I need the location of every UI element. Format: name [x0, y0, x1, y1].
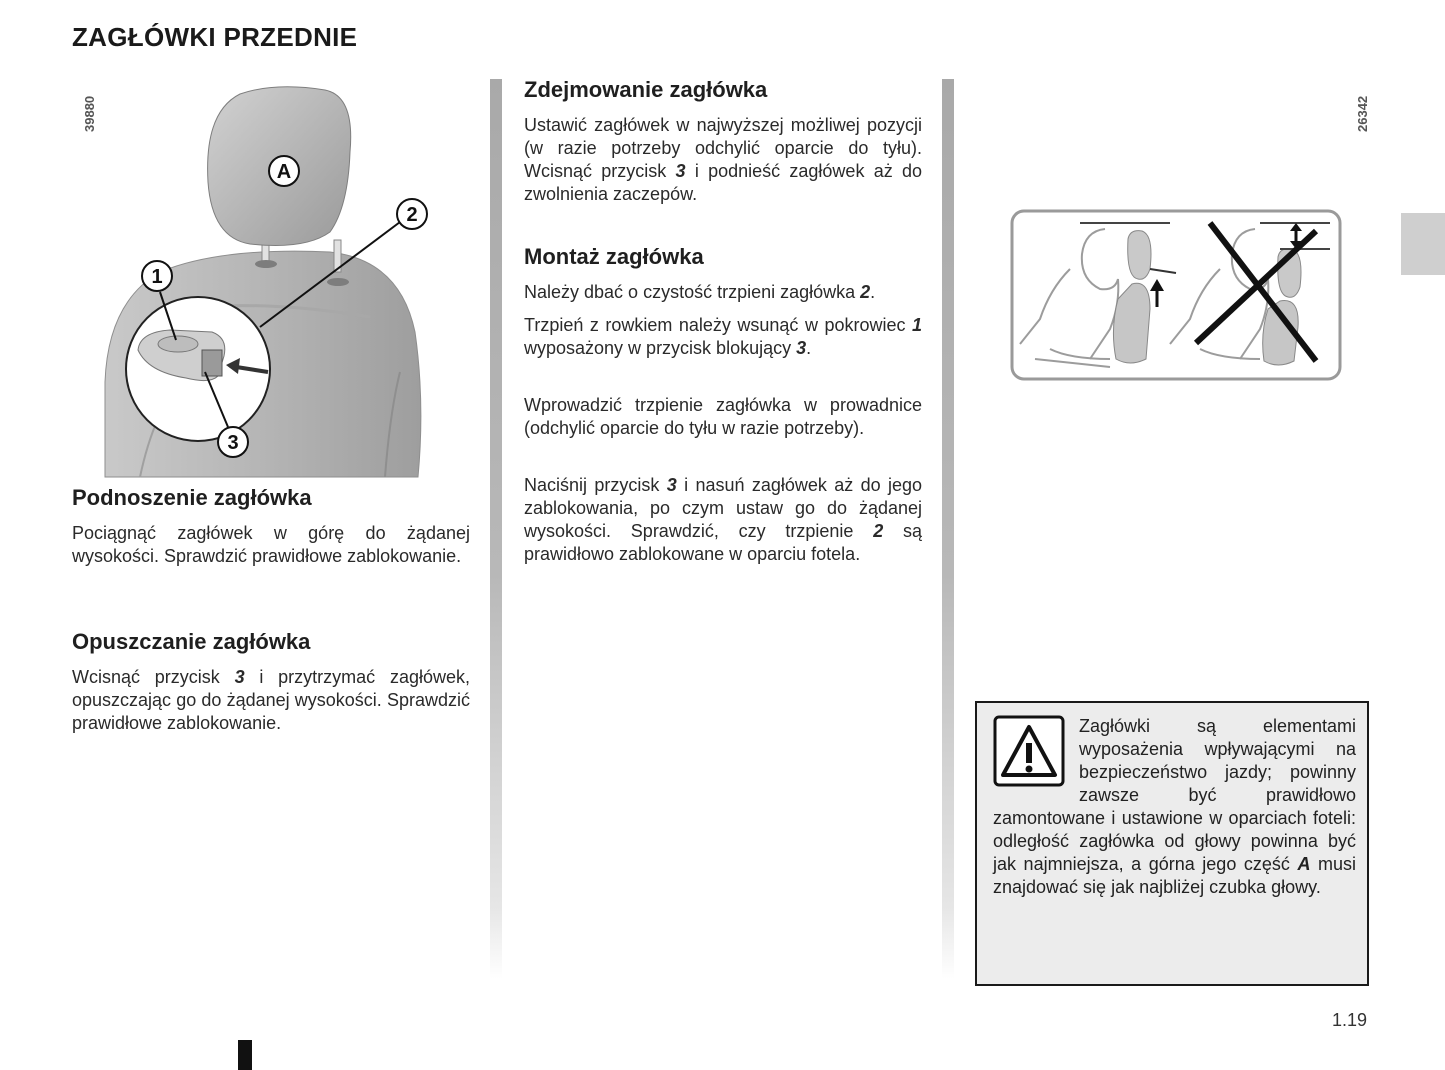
- ref-3: 3: [666, 475, 677, 495]
- ref-2: 2: [860, 282, 871, 302]
- label-a: A: [276, 161, 292, 183]
- mounting-paragraph-3: Wprowadzić trzpienie zagłówka w prowadnice (odchylić oparcie do tyłu w razie potrzeby).: [524, 395, 922, 438]
- label-2-marker: [397, 199, 427, 229]
- ref-1: 1: [911, 315, 922, 335]
- column-divider: [942, 79, 954, 979]
- margin-mark: [238, 1040, 252, 1070]
- section-heading-mounting: Montaż zagłówka: [524, 244, 704, 269]
- ref-a: A: [1297, 854, 1311, 874]
- page-number: 1.19: [1332, 1010, 1368, 1030]
- head-position-illustration: [1010, 209, 1342, 381]
- ref-3: 3: [234, 667, 245, 687]
- section-text-raising: Pociągnąć zagłówek w górę do żądanej wysokości. Sprawdzić prawidłowe zablokowanie.: [72, 523, 470, 566]
- section-heading-raising: Podnoszenie zagłówka: [72, 485, 312, 510]
- warning-triangle-icon: [993, 715, 1065, 789]
- section-text-lowering: Wcisnąć przycisk 3 i przytrzymać zagłówek, opuszczając go do żądanej wysokości. Sprawdzić prawidłowe zablokowanie.: [72, 667, 470, 733]
- ref-3: 3: [675, 161, 686, 181]
- mounting-paragraph-2: Trzpień z rowkiem należy wsunąć w pokrowiec 1 wyposażony w przycisk blokujący 3.: [524, 315, 922, 358]
- column-divider: [490, 79, 502, 979]
- mounting-paragraph-1: Należy dbać o czystość trzpieni zagłówka 2.: [524, 282, 876, 302]
- warning-box: [975, 701, 1369, 986]
- label-1-marker: [142, 261, 172, 291]
- section-heading-lowering: Opuszczanie zagłówka: [72, 629, 311, 654]
- label-2: 2: [406, 204, 418, 226]
- headrest-illustration: [100, 82, 430, 478]
- label-1: 1: [151, 266, 163, 288]
- section-text-removing: Ustawić zagłówek w najwyższej możliwej pozycji (w razie potrzeby odchylić oparcie do tyłu). Wcisnąć przycisk 3 i podnieść zagłówek aż do zwolnienia zaczepów.: [524, 115, 922, 204]
- figure-reference-right: 26342: [1355, 95, 1370, 132]
- label-3: 3: [227, 432, 239, 454]
- label-3-marker: [218, 427, 248, 457]
- warning-text: Zagłówki są elementami wyposażenia wpływającymi na bezpieczeństwo jazdy; powinny zawsze być prawidłowo zamontowane i ustawione w oparciach foteli: odległość zagłówka od głowy powinna być jak najmniejsza, a górna jego część A musi znajdować się jak najbliżej czubka głowy.: [993, 716, 1356, 897]
- mounting-paragraph-4: Naciśnij przycisk 3 i nasuń zagłówek aż do jego zablokowania, po czym ustaw go do żądanej wysokości. Sprawdzić, czy trzpienie 2 są prawidłowo zablokowane w oparciu fotela.: [524, 475, 923, 564]
- figure-reference-left: 39880: [82, 95, 97, 132]
- section-heading-removing: Zdejmowanie zagłówka: [524, 77, 768, 102]
- ref-3: 3: [796, 338, 807, 358]
- section-thumb-tab: [1401, 213, 1445, 275]
- page-title: ZAGŁÓWKI PRZEDNIE: [72, 22, 358, 52]
- ref-2: 2: [873, 521, 884, 541]
- label-a-marker: [269, 156, 299, 186]
